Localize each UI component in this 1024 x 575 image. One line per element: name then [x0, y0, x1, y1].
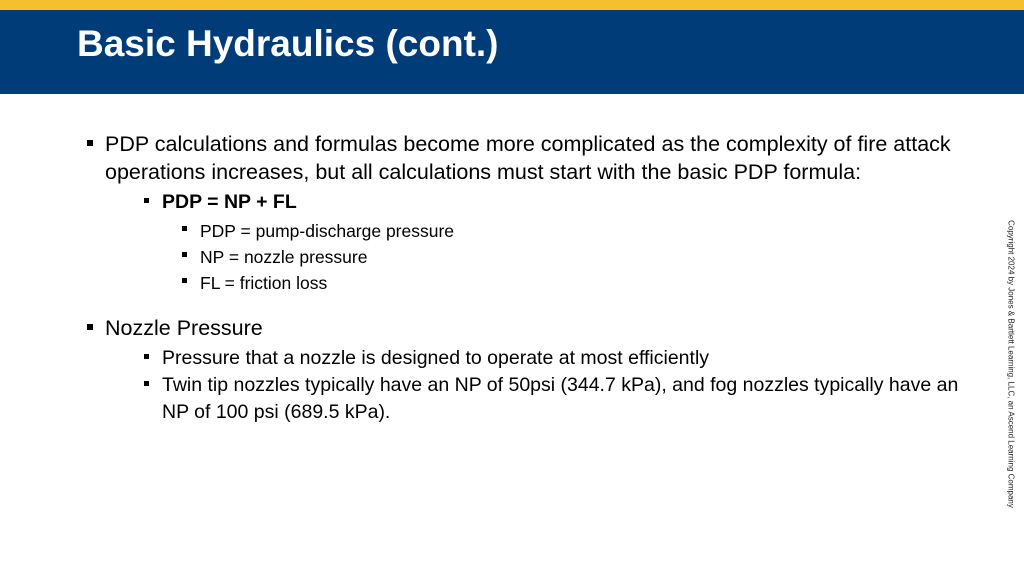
sub-bullet-item — [143, 189, 966, 296]
bullet-text: PDP calculations and formulas become more complicated as the complexity of fire attack operations increases, but all calculations must start with the basic PDP formula: — [105, 132, 951, 184]
bullet-text: Nozzle Pressure — [105, 316, 263, 340]
sub-bullet-list — [105, 189, 966, 296]
bullet-item — [86, 130, 966, 296]
top-accent-bar — [0, 0, 1024, 10]
definition-text: FL = friction loss — [200, 273, 328, 293]
slide-title: Basic Hydraulics (cont.) — [77, 23, 499, 64]
sub-sub-bullet-item — [181, 244, 966, 270]
sub-sub-bullet-list — [162, 218, 966, 296]
sub-bullet-item — [143, 345, 966, 372]
formula-text: PDP = NP + FL — [162, 191, 297, 213]
sub-sub-bullet-item — [181, 218, 966, 244]
slide-body — [86, 130, 966, 426]
definition-text: NP = nozzle pressure — [200, 247, 368, 267]
sub-bullet-item — [143, 372, 966, 426]
sub-bullet-text: Pressure that a nozzle is designed to operate at most efficiently — [162, 347, 710, 369]
bullet-item — [86, 314, 966, 426]
sub-bullet-text: Twin tip nozzles typically have an NP of 50psi (344.7 kPa), and fog nozzles typically have an NP of 100 psi (689.5 kPa). — [162, 374, 959, 423]
bullet-list — [86, 130, 966, 426]
sub-sub-bullet-item — [181, 270, 966, 296]
copyright-notice: Copyright 2024 by Jones & Bartlett Learning, LLC, an Ascend Learning Company — [1006, 220, 1016, 508]
sub-bullet-list — [105, 345, 966, 426]
definition-text: PDP = pump-discharge pressure — [200, 221, 455, 241]
